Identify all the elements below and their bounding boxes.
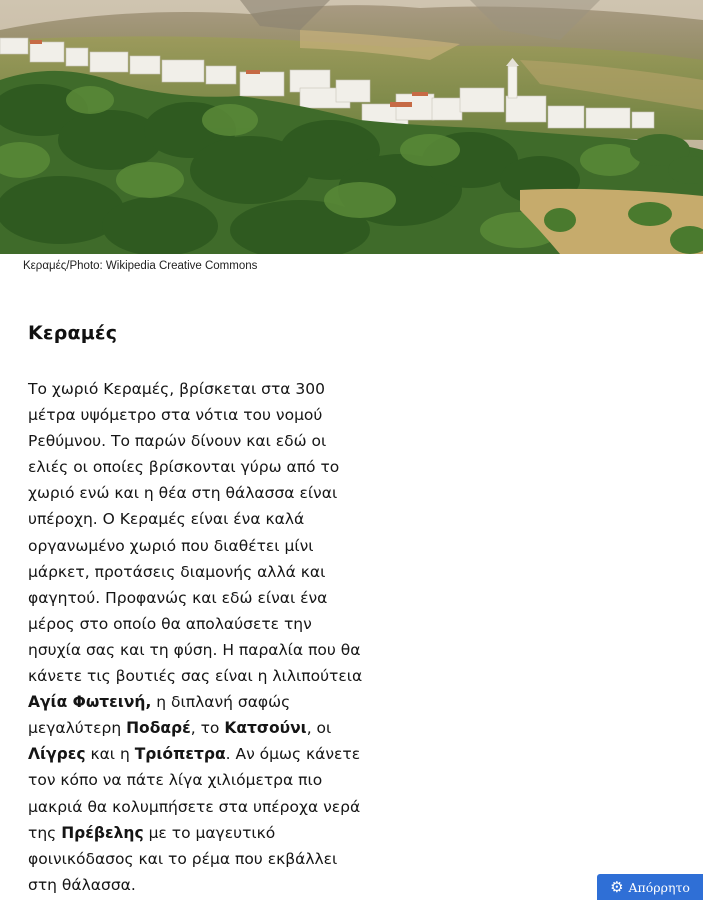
article-line xyxy=(28,585,373,611)
article-line xyxy=(28,454,373,480)
place-name: Πρέβελης xyxy=(61,823,144,842)
text-segment: μακριά θα κολυμπήσετε στα υπέροχα νερά xyxy=(28,797,361,816)
article-line xyxy=(28,794,373,820)
place-name: Λίγρες xyxy=(28,745,86,764)
text-segment: οργανωμένο χωριό που διαθέτει μίνι xyxy=(28,536,314,555)
text-segment: φαγητού. Προφανώς και εδώ είναι ένα xyxy=(28,588,328,607)
text-segment: Το χωριό Κεραμές, βρίσκεται στα 300 xyxy=(28,380,326,398)
text-segment: με το μαγευτικό xyxy=(143,823,276,842)
article-line xyxy=(28,741,373,767)
article-title: Κεραμές xyxy=(28,322,118,344)
article-line xyxy=(28,376,373,402)
privacy-button[interactable] xyxy=(597,874,703,900)
article-line xyxy=(28,637,373,663)
text-segment: Ρεθύμνου. Το παρών δίνουν και εδώ οι xyxy=(28,432,327,451)
text-segment: τον κόπο να πάτε λίγα χιλιόμετρα πιο xyxy=(28,771,323,790)
privacy-label: Απόρρητο xyxy=(628,879,690,895)
text-segment: μέτρα υψόμετρο στα νότια του νομού xyxy=(28,406,323,425)
text-segment: φοινικόδασος και το ρέμα που εκβάλλει xyxy=(28,849,338,868)
article-line xyxy=(28,663,373,689)
article-body xyxy=(28,376,373,898)
text-segment: μεγαλύτερη xyxy=(28,719,127,738)
text-segment: η διπλανή σαφώς xyxy=(151,693,291,712)
village-photo xyxy=(0,0,703,254)
article-line xyxy=(28,533,373,559)
text-segment: υπέροχη. Ο Κεραμές είναι ένα καλά xyxy=(28,510,305,529)
photo-caption: Κεραμές/Photo: Wikipedia Creative Commons xyxy=(23,260,258,272)
text-segment: στη θάλασσα. xyxy=(28,875,136,894)
text-segment: . Αν όμως κάνετε xyxy=(225,745,361,764)
article-line xyxy=(28,480,373,506)
text-segment: , το xyxy=(190,719,225,738)
text-segment: της xyxy=(28,823,62,842)
article-line xyxy=(28,846,373,872)
text-segment: και η xyxy=(85,745,135,764)
article-line xyxy=(28,506,373,532)
text-segment: ησυχία σας και τη φύση. Η παραλία που θα xyxy=(28,640,361,659)
text-segment: χωριό ενώ και η θέα στη θάλασσα είναι xyxy=(28,484,338,503)
article-line xyxy=(28,428,373,454)
article-line xyxy=(28,767,373,793)
article-line xyxy=(28,559,373,585)
gear-icon: ⚙ xyxy=(610,877,624,896)
article-line xyxy=(28,611,373,637)
text-segment: μάρκετ, προτάσεις διαμονής αλλά και xyxy=(28,562,326,581)
article-line xyxy=(28,820,373,846)
place-name: Κατσούνι xyxy=(224,719,307,738)
article-line xyxy=(28,715,373,741)
article-line xyxy=(28,872,373,898)
text-segment: ελιές οι οποίες βρίσκονται γύρω από το xyxy=(28,458,340,477)
place-name: Ποδαρέ xyxy=(126,719,191,738)
article-line xyxy=(28,689,373,715)
text-segment: , οι xyxy=(306,719,332,738)
text-segment: κάνετε τις βουτιές σας είναι η λιλιπούτεια xyxy=(28,667,363,686)
place-name: Αγία Φωτεινή, xyxy=(28,693,152,712)
article-line xyxy=(28,402,373,428)
place-name: Τριόπετρα xyxy=(134,745,226,764)
text-segment: μέρος στο οποίο θα απολαύσετε την xyxy=(28,614,312,633)
